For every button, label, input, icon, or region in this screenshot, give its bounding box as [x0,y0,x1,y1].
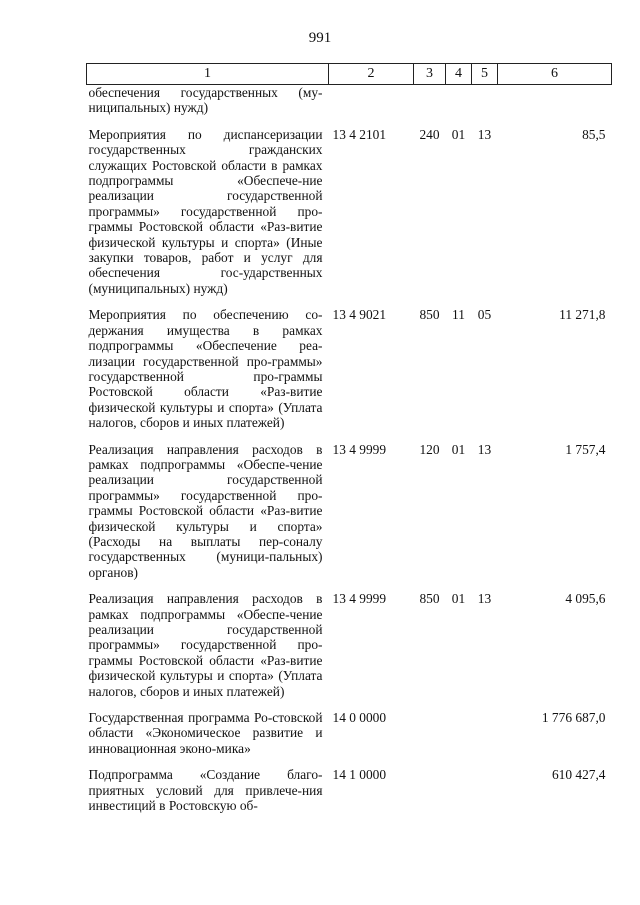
row-description: Государственная программа Ро-стовской области «Экономическое развитие и инновационная эконо-мика» [88,710,323,756]
table-row [87,116,612,296]
row-subsection [472,699,498,756]
row-amount: 11 271,8 [559,307,606,323]
row-target-code: 13 4 9999 [332,591,387,607]
row-expense-type: 850 [419,591,440,607]
page-number: 991 [308,30,332,46]
row-amount: 85,5 [582,126,606,142]
row-subsection: 13 [477,441,492,457]
row-section [446,756,472,813]
row-amount: 610 427,4 [551,767,606,783]
row-expense-type: 240 [419,126,440,142]
row-section [446,85,472,116]
table-row [87,699,612,756]
row-section: 01 [451,126,466,142]
row-amount [498,85,612,116]
table-row [87,580,612,699]
column-header-6: 6 [498,64,612,85]
row-description: Мероприятия по диспансеризации государственных гражданских служащих Ростовской области в рамках подпрограммы «Обеспече-ние реализации государственной программы» государственной про-граммы Ростовской области «Раз-витие физической культуры и спорта» (Иные закупки товаров, работ и услуг для обеспечения гос-ударственных (муниципальных) нужд) [88,126,323,296]
row-subsection: 05 [477,307,492,323]
row-subsection [472,756,498,813]
row-description: обеспечения государственных (му-ниципальных) нужд) [88,85,323,116]
row-section: 11 [452,307,465,323]
row-target-code: 13 4 2101 [332,126,387,142]
table-row [87,756,612,813]
row-amount: 1 757,4 [565,441,606,457]
row-subsection: 13 [477,126,492,142]
row-amount: 1 776 687,0 [541,710,606,726]
row-description: Реализация направления расходов в рамках подпрограммы «Обеспе-чение реализации государственной программы» государственной про-граммы Ростовской области «Раз-витие физической культуры и спорта» (Расходы на выплаты пер-соналу государственных (муници-пальных) органов) [88,441,323,580]
row-target-code: 14 1 0000 [332,767,387,783]
row-target-code [329,85,414,116]
row-expense-type: 850 [419,307,440,323]
column-header-1: 1 [87,64,329,85]
row-expense-type [414,756,446,813]
row-target-code: 14 0 0000 [332,710,387,726]
row-description: Подпрограмма «Создание благо-приятных условий для привлече-ния инвестиций в Ростовскую об- [88,767,323,814]
row-subsection [472,85,498,116]
row-section: 01 [451,591,466,607]
budget-table [86,63,612,813]
row-section: 01 [451,441,466,457]
row-expense-type: 120 [419,441,440,457]
row-expense-type [414,85,446,116]
table-row [87,431,612,581]
row-amount: 4 095,6 [565,591,606,607]
row-description: Мероприятия по обеспечению со-держания имущества в рамках подпрограммы «Обеспечение реа-лизации государственной про-граммы» государственной про-граммы Ростовской области «Раз-витие физической культуры и спорта» (Уплата налогов, сборов и иных платежей) [88,307,323,431]
column-header-3: 3 [414,64,446,85]
table-row [87,85,612,116]
row-subsection: 13 [477,591,492,607]
row-expense-type [414,699,446,756]
row-target-code: 13 4 9021 [332,307,387,323]
table-row [87,296,612,430]
row-target-code: 13 4 9999 [332,441,387,457]
row-section [446,699,472,756]
table-header [87,64,612,85]
row-description: Реализация направления расходов в рамках подпрограммы «Обеспе-чение реализации государственной программы» государственной про-граммы Ростовской области «Раз-витие физической культуры и спорта» (Уплата налогов, сборов и иных платежей) [88,591,323,699]
column-header-5: 5 [472,64,498,85]
column-header-2: 2 [329,64,414,85]
column-header-4: 4 [446,64,472,85]
